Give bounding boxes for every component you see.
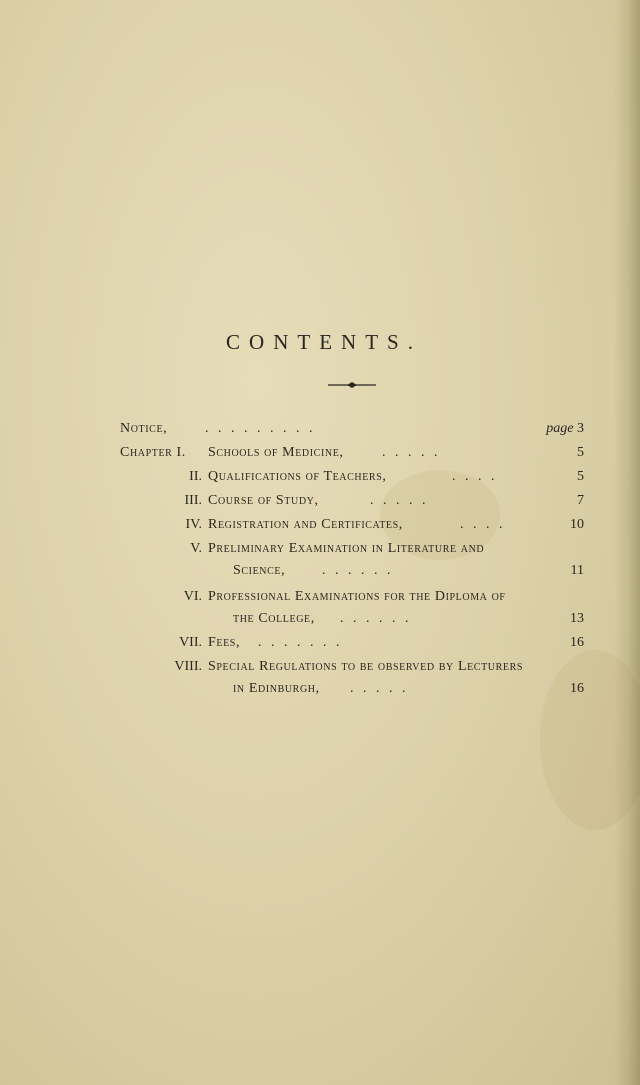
toc-entry-title: Special Regulations to be observed by Lecturers: [208, 659, 524, 674]
contents-heading: CONTENTS.: [226, 330, 422, 354]
toc-page-number: 16: [570, 681, 584, 696]
toc-entry: [0, 586, 640, 608]
toc-page-number: 5: [577, 469, 584, 484]
toc-entry-continued: [0, 608, 640, 630]
toc-entry: [0, 656, 640, 678]
toc-entry-title: Course of Study,: [208, 493, 319, 508]
toc-chapter-number: VIII.: [174, 659, 202, 674]
toc-entry-continued: [0, 560, 640, 582]
toc-entry-title: Qualifications of Teachers,: [208, 469, 387, 484]
toc-entry-title: the College,: [233, 611, 315, 626]
leader-dots: . . . .: [452, 469, 498, 484]
toc-page-number: 5: [577, 445, 584, 460]
toc-page-number: 13: [570, 611, 584, 626]
leader-dots: . . . . . . .: [258, 635, 343, 650]
toc-chapter-label: Chapter I.: [120, 445, 186, 460]
leader-dots: . . . . .: [370, 493, 429, 508]
toc-entry: [0, 490, 640, 512]
page-value: 3: [577, 421, 584, 436]
toc-page-number: 10: [570, 517, 584, 532]
leader-dots: . . . . . . . . .: [205, 421, 316, 436]
toc-page-number: 11: [570, 563, 584, 578]
toc-entry-title: Fees,: [208, 635, 241, 650]
page-word: page: [546, 421, 574, 436]
leader-dots: . . . .: [460, 517, 506, 532]
toc-entry-title: Preliminary Examination in Literature and: [208, 541, 485, 556]
toc-entry: [0, 514, 640, 536]
toc-entry: [0, 632, 640, 654]
toc-page-number: 16: [570, 635, 584, 650]
toc-entry: [0, 466, 640, 488]
toc-chapter-number: V.: [190, 541, 202, 556]
leader-dots: . . . . . .: [322, 563, 394, 578]
toc-chapter-number: IV.: [185, 517, 202, 532]
toc-entry-title: Registration and Certificates,: [208, 517, 403, 532]
toc-entry: [0, 418, 640, 440]
toc-entry: [0, 442, 640, 464]
toc-entry-label: Notice,: [120, 421, 168, 436]
toc-entry: [0, 538, 640, 560]
leader-dots: . . . . .: [350, 681, 409, 696]
leader-dots: . . . . .: [382, 445, 441, 460]
toc-entry-title: Professional Examinations for the Diploma of: [208, 589, 506, 604]
leader-dots: . . . . . .: [340, 611, 412, 626]
toc-page-number: 7: [577, 493, 584, 508]
toc-chapter-number: III.: [184, 493, 202, 508]
toc-entry-title: Science,: [233, 563, 286, 578]
toc-entry-title: Schools of Medicine,: [208, 445, 344, 460]
toc-chapter-number: II.: [189, 469, 202, 484]
toc-entry-title: in Edinburgh,: [233, 681, 320, 696]
toc-chapter-number: VI.: [183, 589, 202, 604]
toc-entry-continued: [0, 678, 640, 700]
toc-chapter-number: VII.: [179, 635, 202, 650]
toc-page-number: [546, 418, 584, 440]
